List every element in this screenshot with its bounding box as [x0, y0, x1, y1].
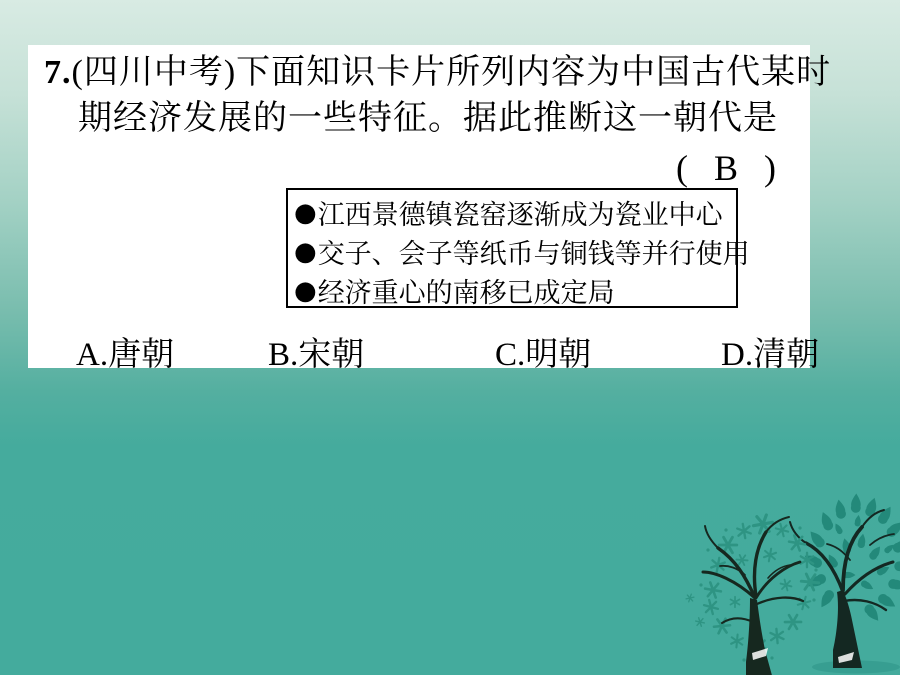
knowledge-item — [294, 271, 732, 310]
option-c-text: 明朝 — [525, 337, 592, 373]
option-c — [495, 328, 591, 375]
answer-open-paren: ( — [676, 148, 688, 188]
question-line-1-text: (四川中考)下面知识卡片所列内容为中国古代某时 — [71, 54, 832, 91]
option-a-label: A. — [76, 337, 109, 373]
option-b-text: 宋朝 — [298, 337, 365, 373]
bullet-icon: ● — [294, 236, 317, 267]
knowledge-card-box — [286, 188, 750, 308]
question-line-2: 期经济发展的一些特征。据此推断这一朝代是 — [78, 100, 778, 137]
bullet-icon: ● — [294, 197, 317, 228]
answer-close-paren: ) — [764, 148, 777, 188]
knowledge-item-text: 经济重心的南移已成定局 — [317, 278, 615, 308]
tree-icon-left — [685, 511, 820, 675]
option-a — [76, 328, 174, 375]
answer-brackets — [676, 147, 776, 189]
knowledge-item-text: 交子、会子等纸币与铜钱等并行使用 — [317, 239, 750, 269]
option-c-label: C. — [495, 337, 526, 373]
option-d-label: D. — [721, 337, 754, 373]
option-b-label: B. — [268, 337, 299, 373]
option-a-text: 唐朝 — [108, 337, 175, 373]
option-b — [268, 328, 364, 375]
question-number: 7. — [44, 54, 72, 91]
bullet-icon: ● — [294, 275, 317, 306]
answer-value: B — [714, 148, 739, 188]
knowledge-item — [294, 193, 732, 232]
question-card — [28, 45, 832, 373]
question-line-1 — [44, 55, 831, 91]
decorative-trees — [680, 490, 900, 675]
knowledge-item-text: 江西景德镇瓷窑逐渐成为瓷业中心 — [317, 200, 723, 230]
option-d-text: 清朝 — [753, 337, 820, 373]
knowledge-item — [294, 232, 750, 271]
option-d — [721, 328, 819, 375]
